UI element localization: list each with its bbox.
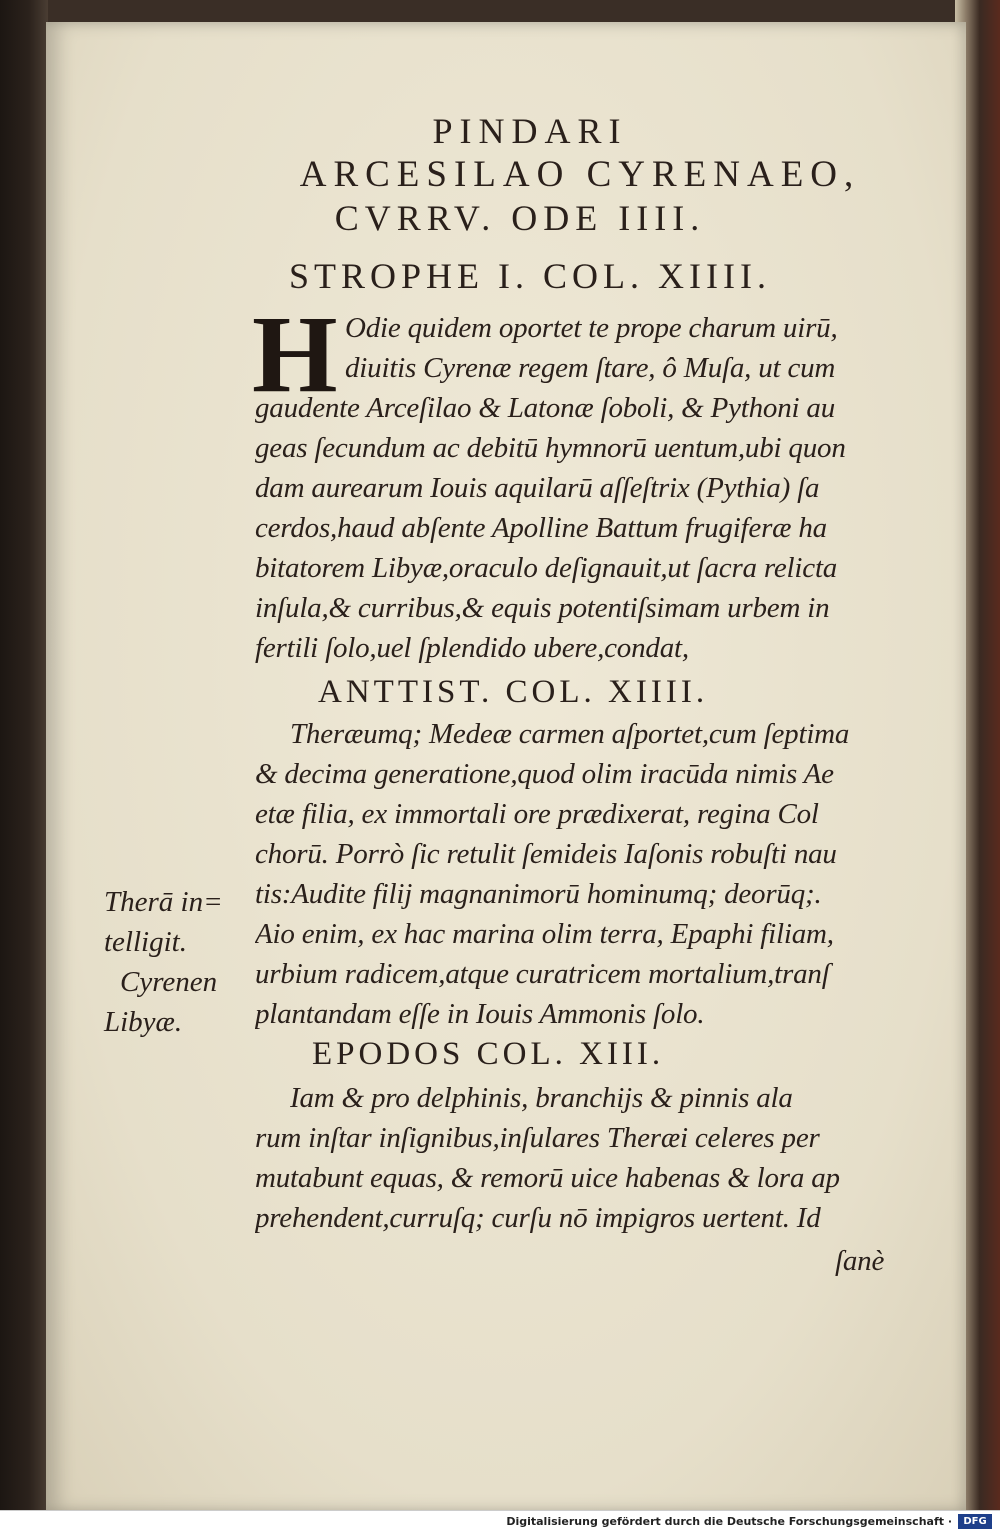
footer-credit: Digitalisierung gefördert durch die Deutsche Forschungsgemeinschaft · <box>506 1515 952 1528</box>
antistrophe-line: plantandam eſſe in Iouis Ammonis ſolo. <box>255 998 705 1030</box>
margin-note: Libyæ. <box>104 1006 183 1038</box>
drop-cap-initial: H <box>252 293 338 415</box>
ode-heading: CVRRV. ODE IIII. <box>334 198 706 238</box>
antistrophe-line: & decima generatione,quod olim iracūda nimis Ae <box>255 758 834 790</box>
strophe-line: dam aurearum Iouis aquilarū aſſeſtrix (Pythia) ſa <box>255 472 820 504</box>
antistrophe-heading: ANTTIST. COL. XIIII. <box>318 674 709 710</box>
strophe-heading: STROPHE I. COL. XIIII. <box>289 256 771 296</box>
antistrophe-line: Theræumq; Medeæ carmen aſportet,cum ſeptima <box>290 718 850 750</box>
strophe-line: fertili ſolo,uel ſplendido ubere,condat, <box>255 632 689 664</box>
running-title: PINDARI <box>432 111 628 151</box>
antistrophe-line: chorū. Porrò ſic retulit ſemideis Iaſonis robuſti nau <box>255 838 837 870</box>
strophe-line: inſula,& curribus,& equis potentiſsimam urbem in <box>255 592 830 624</box>
strophe-line: bitatorem Libyæ,oraculo deſignauit,ut ſacra relicta <box>255 552 838 584</box>
dedication-heading: ARCESILAO CYRENAEO, <box>299 154 861 195</box>
margin-note: Cyrenen <box>120 966 218 998</box>
epode-line: prehendent,curruſq; curſu nō impigros uertent. Id <box>255 1202 821 1234</box>
strophe-line: geas ſecundum ac debitū hymnorū uentum,ubi quon <box>255 432 846 464</box>
antistrophe-line: urbium radicem,atque curatricem mortalium,tranſ <box>255 958 830 990</box>
epode-heading: EPODOS COL. XIII. <box>312 1036 665 1072</box>
margin-note: telligit. <box>104 926 187 958</box>
epode-line: rum inſtar inſignibus,inſulares Theræi celeres per <box>255 1122 820 1154</box>
strophe-line: cerdos,haud abſente Apolline Battum frugiferæ ha <box>255 512 827 544</box>
antistrophe-line: etæ filia, ex immortali ore prædixerat, regina Col <box>255 798 819 830</box>
strophe-line: Odie quidem oportet te prope charum uirū, <box>345 312 838 344</box>
strophe-line: diuitis Cyrenæ regem ſtare, ô Muſa, ut cum <box>345 352 836 384</box>
strophe-line: gaudente Arceſilao & Latonæ ſoboli, & Pythoni au <box>255 392 836 424</box>
antistrophe-line: Aio enim, ex hac marina olim terra, Epaphi filiam, <box>255 918 834 950</box>
antistrophe-line: tis:Audite filij magnanimorū hominumq; deorūq;. <box>255 878 822 910</box>
epode-line: mutabunt equas, & remorū uice habenas & lora ap <box>255 1162 840 1194</box>
catchword: ſanè <box>835 1245 885 1277</box>
epode-line: Iam & pro delphinis, branchijs & pinnis ala <box>290 1082 793 1114</box>
dfg-logo: DFG <box>958 1514 992 1529</box>
digitization-footer <box>0 1510 1000 1534</box>
margin-note: Therā in= <box>104 886 223 918</box>
